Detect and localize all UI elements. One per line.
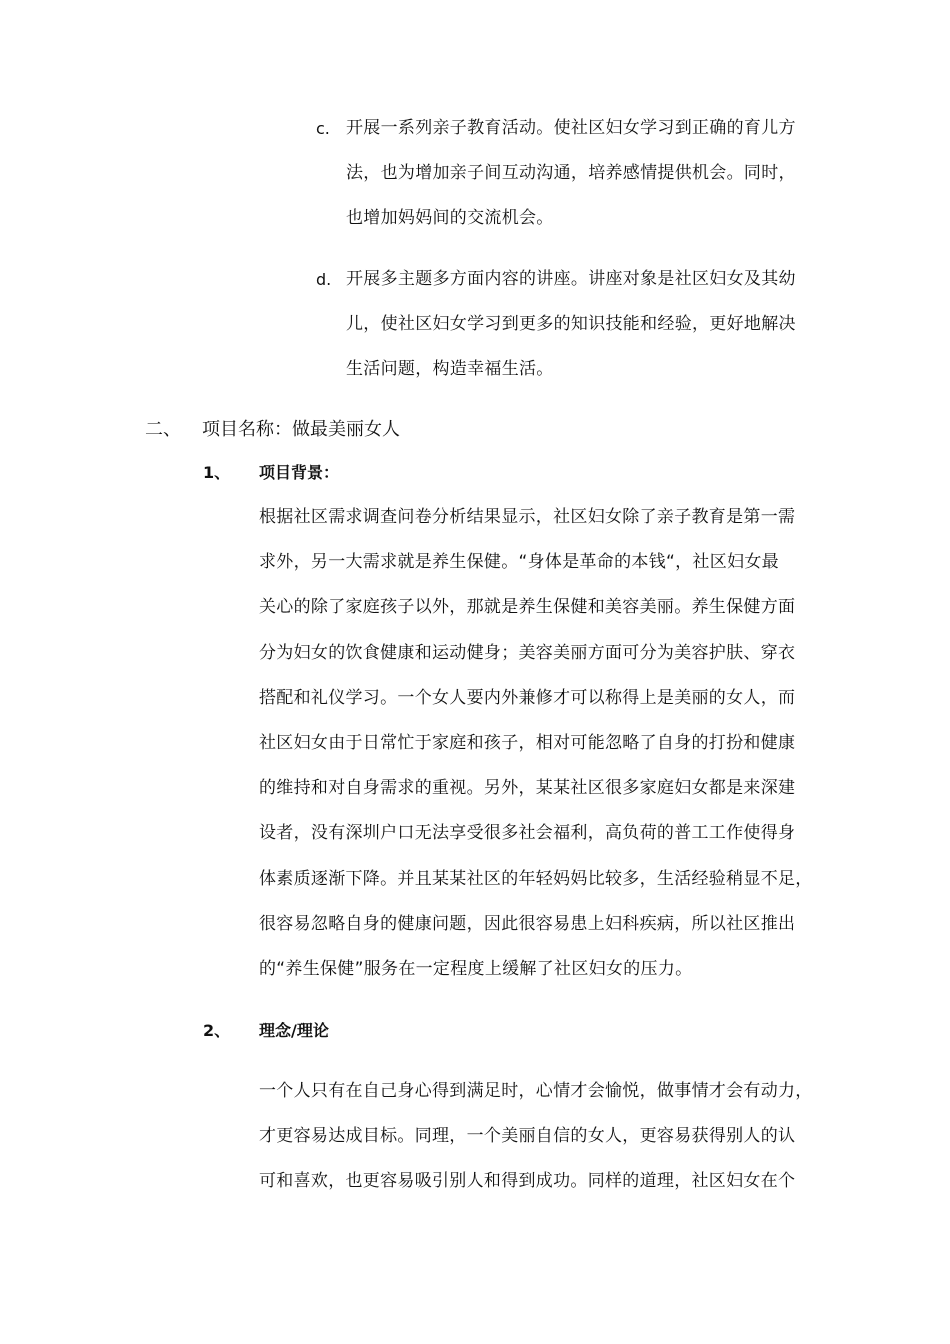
text-line: 的“养生保健”服务在一定程度上缓解了社区妇女的压力。 [259, 959, 693, 980]
text-line: 的维持和对自身需求的重视。另外，某某社区很多家庭妇女都是来深建 [259, 778, 796, 799]
subsection-number: 2、 [203, 1021, 231, 1040]
list-item-text [346, 257, 816, 392]
subsection-title: 理念/理论 [259, 1021, 329, 1040]
text-line: 很容易忽略自身的健康问题，因此很容易患上妇科疾病，所以社区推出 [259, 913, 796, 934]
subsection-title: 项目背景： [259, 463, 340, 482]
text-line: 才更容易达成目标。同理，一个美丽自信的女人，更容易获得别人的认 [259, 1126, 796, 1147]
text-line: 儿，使社区妇女学习到更多的知识技能和经验，更好地解决 [346, 314, 796, 334]
subsection-number: 1、 [203, 463, 231, 482]
section-number: 二、 [145, 419, 181, 440]
text-line: 社区妇女由于日常忙于家庭和孩子，相对可能忽略了自身的打扮和健康 [259, 733, 796, 754]
list-marker: c. [316, 119, 330, 138]
list-item-text [346, 106, 816, 241]
text-line: 可和喜欢，也更容易吸引别人和得到成功。同样的道理，社区妇女在个 [259, 1171, 796, 1192]
text-line: 设者，没有深圳户口无法享受很多社会福利，高负荷的普工工作使得身 [259, 823, 796, 844]
text-line: 分为妇女的饮食健康和运动健身；美容美丽方面可分为美容护肤、穿衣 [259, 642, 796, 663]
text-line: 开展多主题多方面内容的讲座。讲座对象是社区妇女及其幼 [346, 269, 796, 289]
theory-paragraph [259, 1069, 829, 1205]
section-title: 项目名称：做最美丽女人 [202, 419, 400, 440]
text-line: 根据社区需求调查问卷分析结果显示，社区妇女除了亲子教育是第一需 [259, 507, 796, 527]
text-line: 求外，另一大需求就是养生保健。“身体是革命的本钱“，社区妇女最 [259, 552, 779, 573]
background-paragraph [259, 495, 829, 992]
text-line: 开展一系列亲子教育活动。使社区妇女学习到正确的育儿方 [346, 118, 796, 138]
text-line: 一个人只有在自己身心得到满足时，心情才会愉悦，做事情才会有动力， [259, 1081, 813, 1101]
list-marker: d. [316, 270, 332, 289]
text-line: 法，也为增加亲子间互动沟通，培养感情提供机会。同时， [346, 163, 796, 183]
text-line: 关心的除了家庭孩子以外，那就是养生保健和美容美丽。养生保健方面 [259, 597, 796, 618]
text-line: 搭配和礼仪学习。一个女人要内外兼修才可以称得上是美丽的女人，而 [259, 687, 796, 708]
text-line: 体素质逐渐下降。并且某某社区的年轻妈妈比较多，生活经验稍显不足， [259, 868, 813, 889]
text-line: 也增加妈妈间的交流机会。 [346, 208, 554, 228]
text-line: 生活问题，构造幸福生活。 [346, 359, 554, 379]
